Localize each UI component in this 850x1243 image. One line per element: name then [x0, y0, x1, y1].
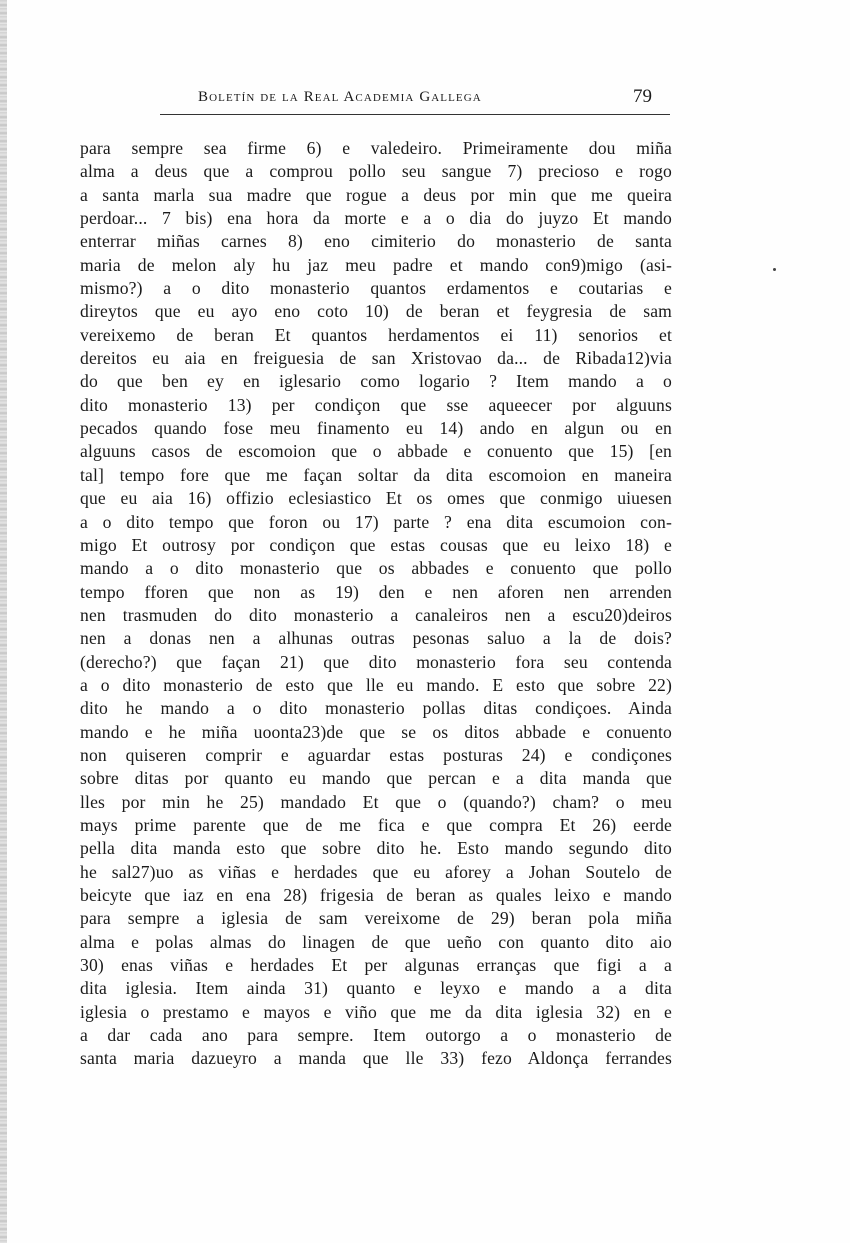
text-line: alma e polas almas do linagen de que ueño con quanto dito aio	[80, 931, 672, 952]
text-line: alguuns casos de escomoion que o abbade e conuento que 15) [en	[80, 441, 672, 462]
text-line: nen trasmuden do dito monasterio a canaleiros nen a escu20)deiros	[80, 604, 672, 625]
text-line: a santa marla sua madre que rogue a deus por min que me queira	[80, 184, 672, 205]
text-line: direytos que eu ayo eno coto 10) de beran et feygresia de sam	[80, 301, 672, 322]
text-line: dita iglesia. Item ainda 31) quanto e leyxo e mando a a dita	[80, 978, 672, 999]
text-line: vereixemo de beran Et quantos herdamentos ei 11) senorios et	[80, 324, 672, 345]
text-line: enterrar miñas carnes 8) eno cimiterio do monasterio de santa	[80, 231, 672, 252]
text-line: a dar cada ano para sempre. Item outorgo a o monasterio de	[80, 1025, 672, 1046]
text-line: maria de melon aly hu jaz meu padre et mando con9)migo (asi-	[80, 254, 672, 275]
text-line: migo Et outrosy por condiçon que estas cousas que eu leixo 18) e	[80, 534, 672, 555]
journal-title: Boletín de la Real Academia Gallega	[198, 89, 482, 105]
text-line: tal] tempo fore que me façan soltar da dita escomoion en maneira	[80, 464, 672, 485]
text-line: a o dito tempo que foron ou 17) parte ? ena dita escumoion con-	[80, 511, 672, 532]
ink-speck	[773, 268, 776, 271]
text-line: dito he mando a o dito monasterio pollas ditas condiçoes. Ainda	[80, 698, 672, 719]
text-line: lles por min he 25) mandado Et que o (quando?) cham? o meu	[80, 791, 672, 812]
text-line: dito monasterio 13) per condiçon que sse aqueecer por alguuns	[80, 394, 672, 415]
text-line: sobre ditas por quanto eu mando que percan e a dita manda que	[80, 768, 672, 789]
text-line: santa maria dazueyro a manda que lle 33) fezo Aldonça ferrandes	[80, 1048, 672, 1069]
text-line: nen a donas nen a alhunas outras pesonas saluo a la de dois?	[80, 628, 672, 649]
text-line: mando e he miña uoonta23)de que se os ditos abbade e conuento	[80, 721, 672, 742]
text-line: iglesia o prestamo e mayos e viño que me da dita iglesia 32) en e	[80, 1001, 672, 1022]
text-line: he sal27)uo as viñas e herdades que eu aforey a Johan Soutelo de	[80, 861, 672, 882]
text-line: tempo fforen que non as 19) den e nen aforen nen arrenden	[80, 581, 672, 602]
text-line: (derecho?) que façan 21) que dito monasterio fora seu contenda	[80, 651, 672, 672]
running-header	[160, 88, 670, 115]
text-line: dereitos eu aia en freiguesia de san Xristovao da... de Ribada12)via	[80, 348, 672, 369]
text-line: mismo?) a o dito monasterio quantos erdamentos e coutarias e	[80, 278, 672, 299]
text-line: para sempre a iglesia de sam vereixome de 29) beran pola miña	[80, 908, 672, 929]
body-text	[80, 137, 672, 1071]
text-line: do que ben ey en iglesario como logario ? Item mando a o	[80, 371, 672, 392]
text-line: a o dito monasterio de esto que lle eu mando. E esto que sobre 22)	[80, 674, 672, 695]
text-line: mays prime parente que de me fica e que compra Et 26) eerde	[80, 814, 672, 835]
text-line: beicyte que iaz en ena 28) frigesia de beran as quales leixo e mando	[80, 885, 672, 905]
text-line: para sempre sea firme 6) e valedeiro. Primeiramente dou miña	[80, 138, 672, 158]
text-line: perdoar... 7 bis) ena hora da morte e a o dia do juyzo Et mando	[80, 208, 672, 229]
page-binding-edge	[0, 0, 7, 1243]
text-line: pecados quando fose meu finamento eu 14) ando en algun ou en	[80, 418, 672, 439]
text-line: pella dita manda esto que sobre dito he. Esto mando segundo dito	[80, 838, 672, 859]
text-line: mando a o dito monasterio que os abbades e conuento que pollo	[80, 558, 672, 579]
page-number: 79	[633, 86, 652, 107]
text-line: alma a deus que a comprou pollo seu sangue 7) precioso e rogo	[80, 161, 672, 182]
text-line: non quiseren comprir e aguardar estas posturas 24) e condiçones	[80, 744, 672, 765]
text-line: que eu aia 16) offizio eclesiastico Et os omes que conmigo uiuesen	[80, 488, 672, 509]
text-line: 30) enas viñas e herdades Et per algunas erranças que figi a a	[80, 955, 672, 976]
